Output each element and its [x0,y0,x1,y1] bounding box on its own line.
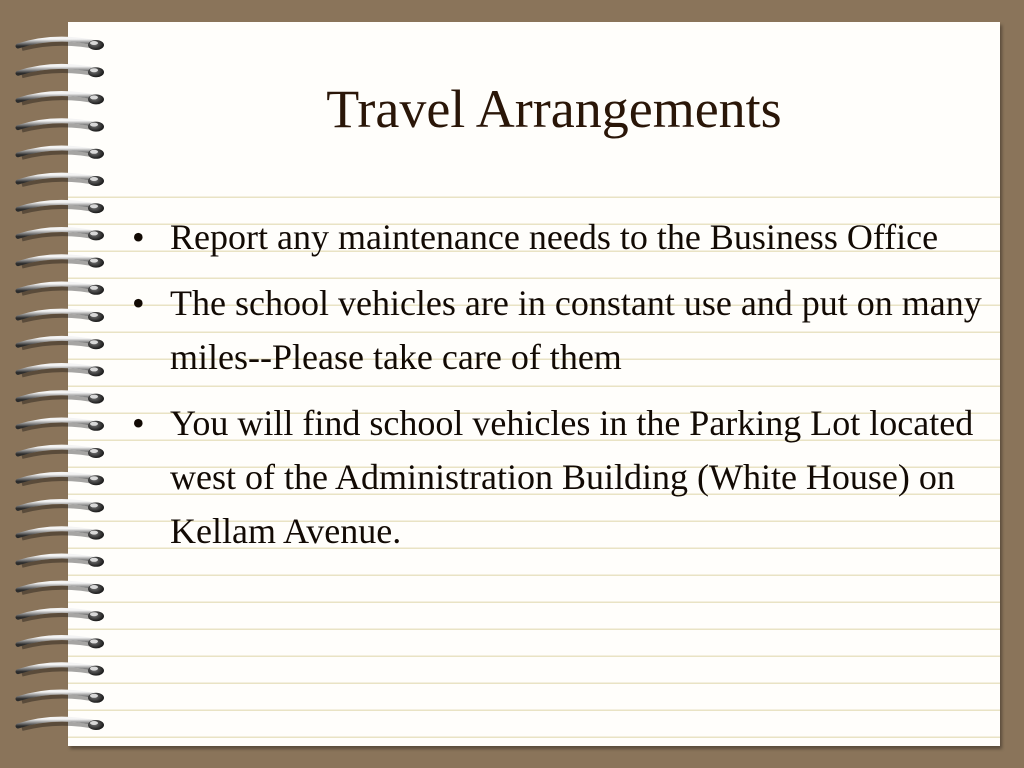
bullet-text: Report any maintenance needs to the Business Office [170,217,939,257]
spiral-ring [18,502,104,513]
spiral-ring [18,556,104,567]
spiral-ring [18,175,104,186]
spiral-ring [18,366,104,377]
spiral-ring [18,692,104,703]
bullet-item [128,396,1008,558]
spiral-ring [18,610,104,621]
spiral-ring [18,447,104,458]
bullet-marker: • [132,217,145,257]
spiral-ring [18,202,104,213]
slide-title: Travel Arrangements [326,79,782,139]
spiral-ring [18,665,104,676]
spiral-ring [18,583,104,594]
spiral-ring [18,719,104,730]
bullet-list [128,210,1008,570]
spiral-ring [18,638,104,649]
spiral-ring [18,529,104,540]
spiral-ring [18,393,104,404]
spiral-ring [18,338,104,349]
spiral-ring [18,284,104,295]
spiral-ring [18,39,104,50]
bullet-text: You will find school vehicles in the Parking Lot located west of the Administration Building (White House) on Kellam Avenue. [170,403,974,551]
spiral-ring [18,66,104,77]
spiral-ring [18,230,104,241]
bullet-marker: • [132,283,145,323]
spiral-ring [18,420,104,431]
bullet-item [128,210,1008,264]
bullet-item [128,276,1008,384]
spiral-ring [18,311,104,322]
spiral-ring [18,474,104,485]
spiral-ring [18,257,104,268]
bullet-text: The school vehicles are in constant use and put on many miles--Please take care of them [170,283,982,377]
spiral-ring [18,148,104,159]
bullet-marker: • [132,403,145,443]
